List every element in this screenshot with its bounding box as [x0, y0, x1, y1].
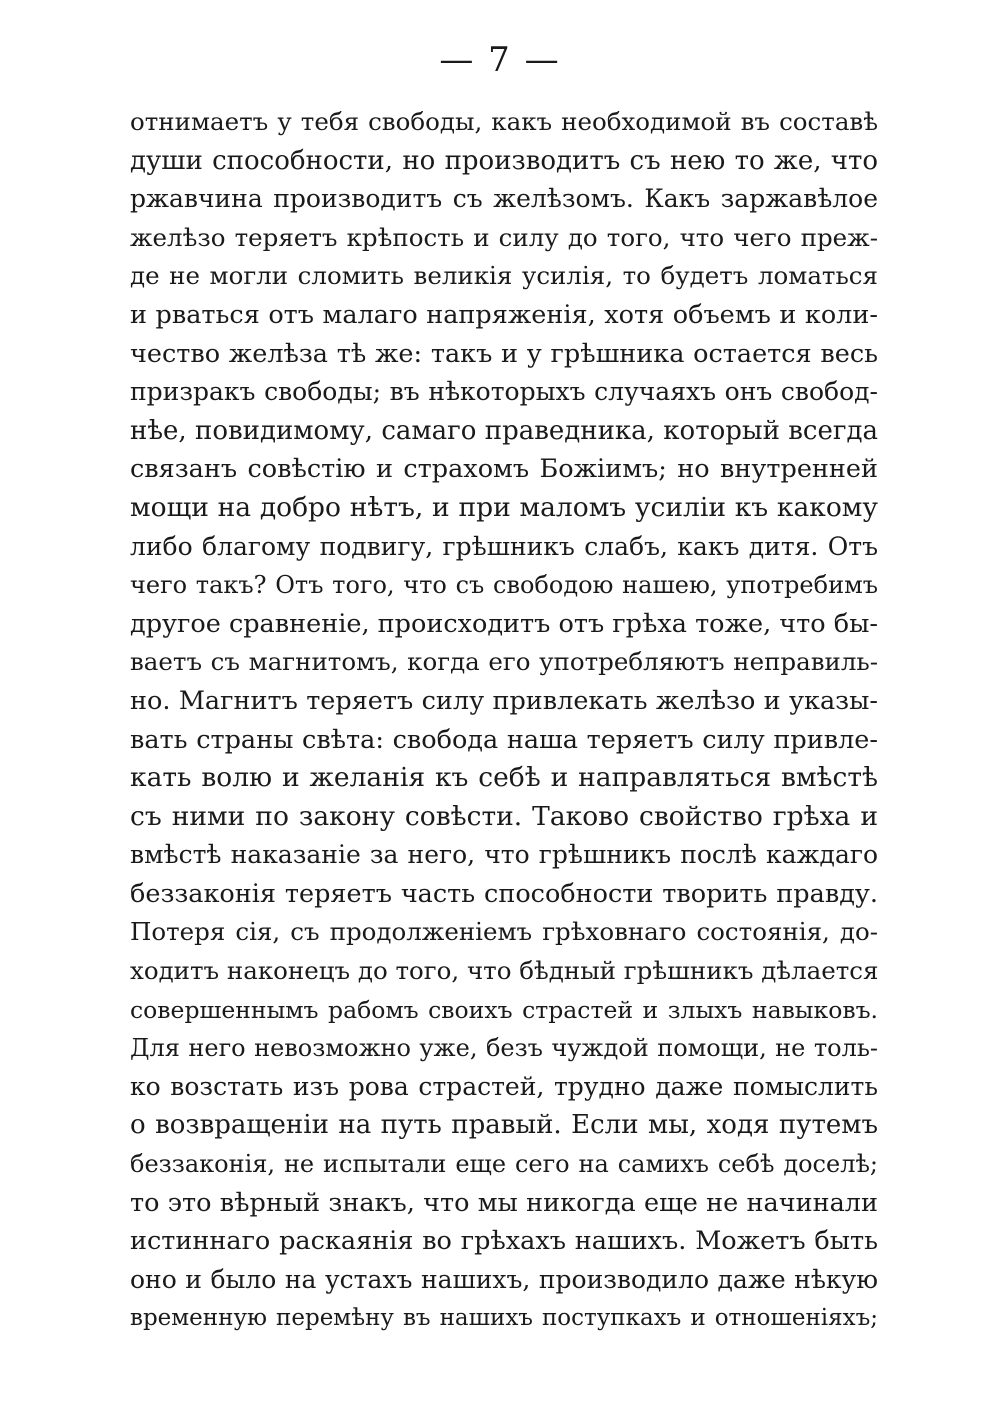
text-line: Для него невозможно уже, безъ чуждой помощи, не толь-: [130, 1034, 878, 1063]
text-line: связанъ совѣстію и страхомъ Божіимъ; но внутренней: [130, 454, 878, 485]
text-line: души способности, но производитъ съ нею то же, что: [130, 145, 878, 176]
text-line: ваетъ съ магнитомъ, когда его употребляютъ неправиль-: [130, 647, 878, 677]
text-line: мощи на добро нѣтъ, и при маломъ усиліи къ какому: [130, 491, 878, 523]
text-line: ржавчина производитъ съ желѣзомъ. Какъ заржавѣлое: [130, 184, 878, 214]
text-line: Потеря сія, съ продолженіемъ грѣховнаго состоянія, до-: [130, 917, 878, 947]
text-line: чего такъ? Отъ того, что съ свободою нашею, употребимъ: [130, 571, 878, 600]
text-line: вмѣстѣ наказаніе за него, что грѣшникъ послѣ каждаго: [130, 840, 878, 870]
text-line: де не могли сломить великія усилія, то будетъ ломаться: [130, 261, 878, 291]
text-line: чество желѣза тѣ же: такъ и у грѣшника остается весь: [130, 338, 878, 369]
text-line: съ ними по закону совѣсти. Таково свойство грѣха и: [130, 800, 878, 832]
text-line: вать страны свѣта: свобода наша теряетъ силу привле-: [130, 724, 878, 755]
text-line: нѣе, повидимому, самаго праведника, который всегда: [130, 415, 878, 446]
text-line: то это вѣрный знакъ, что мы никогда еще не начинали: [130, 1187, 878, 1218]
text-line: либо благому подвигу, грѣшникъ слабъ, какъ дитя. Отъ: [130, 531, 878, 561]
text-line: совершеннымъ рабомъ своихъ страстей и злыхъ навыковъ.: [130, 995, 878, 1024]
text-line: беззаконія теряетъ часть способности творить правду.: [130, 878, 878, 909]
text-line: другое сравненіе, происходитъ отъ грѣха тоже, что бы-: [130, 608, 878, 639]
body-text: [130, 103, 878, 1338]
text-line: кать волю и желанія къ себѣ и направляться вмѣстѣ: [130, 762, 878, 794]
text-line: но. Магнитъ теряетъ силу привлекать желѣзо и указы-: [130, 685, 878, 716]
text-line: желѣзо теряетъ крѣпость и силу до того, что чего преж-: [130, 222, 878, 252]
text-line: и рваться отъ малаго напряженія, хотя объемъ и коли-: [130, 299, 878, 330]
text-line: о возвращеніи на путь правый. Если мы, ходя путемъ: [130, 1110, 878, 1141]
text-line: ко возстать изъ рова страстей, трудно даже помыслить: [130, 1071, 878, 1101]
text-line: временную перемѣну въ нашихъ поступкахъ и отношеніяхъ;: [130, 1305, 878, 1332]
page-number: — 7 —: [439, 40, 561, 80]
text-line: беззаконія, не испытали еще сего на самихъ себѣ доселѣ;: [130, 1150, 878, 1179]
text-line: отнимаетъ у тебя свободы, какъ необходимой въ составѣ: [130, 107, 878, 136]
text-line: истиннаго раскаянія во грѣхахъ нашихъ. Можетъ быть: [130, 1226, 878, 1257]
text-line: призракъ свободы; въ нѣкоторыхъ случаяхъ онъ свобод-: [130, 377, 878, 407]
text-line: оно и было на устахъ нашихъ, производило даже нѣкую: [130, 1264, 878, 1294]
text-line: ходитъ наконецъ до того, что бѣдный грѣшникъ дѣлается: [130, 956, 878, 986]
